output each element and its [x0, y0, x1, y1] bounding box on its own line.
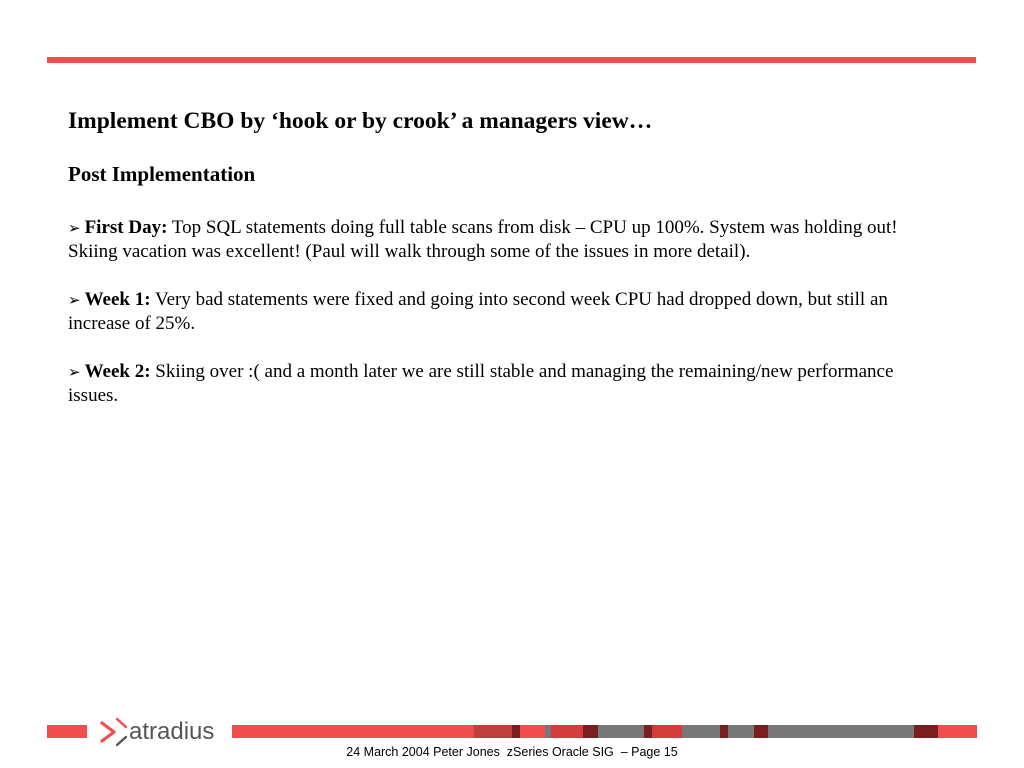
- footer-strip-segment: [551, 725, 583, 738]
- bullet-week-2: [68, 360, 948, 408]
- footer-strip-segment: [682, 725, 720, 738]
- footer-strip-segment: [583, 725, 598, 738]
- footer-strip-segment: [644, 725, 652, 738]
- bullet-text: Top SQL statements doing full table scans from disk – CPU up 100%. System was holding out! Skiing vacation was excellent! (Paul will walk through some of the issues in more detail).: [68, 217, 898, 262]
- footer-strip-left: [47, 725, 87, 738]
- bullet-text: Skiing over :( and a month later we are still stable and managing the remaining/new performance issues.: [68, 361, 894, 406]
- footer-strip-segment: [474, 725, 512, 738]
- bullet-text: Very bad statements were fixed and going into second week CPU had dropped down, but still an increase of 25%.: [68, 289, 888, 334]
- bullet-first-day: [68, 216, 948, 264]
- footer-strip-segment: [830, 725, 914, 738]
- bullet-list: [68, 216, 948, 432]
- footer-strip-segment: [754, 725, 768, 738]
- slide-subtitle: Post Implementation: [68, 162, 256, 186]
- footer-strip-segment: [652, 725, 682, 738]
- arrow-bullet-icon: ➢: [68, 291, 81, 309]
- bullet-label: First Day:: [84, 217, 168, 238]
- arrow-bullet-icon: ➢: [68, 363, 81, 381]
- footer-strip-segment: [768, 725, 830, 738]
- bullet-week-1: [68, 288, 948, 336]
- footer-strip-segment: [914, 725, 938, 738]
- footer-strip-segment: [512, 725, 520, 738]
- slide-title: Implement CBO by ‘hook or by crook’ a managers view…: [68, 108, 653, 134]
- header-accent-bar: [47, 57, 976, 63]
- bullet-label: Week 1:: [84, 289, 151, 310]
- footer-strip-segment: [598, 725, 644, 738]
- bullet-label: Week 2:: [84, 361, 151, 382]
- atradius-logo-icon: [100, 715, 128, 749]
- footer-text: 24 March 2004 Peter Jones zSeries Oracle SIG – Page 15: [346, 745, 678, 759]
- footer-strip-segment: [720, 725, 728, 738]
- arrow-bullet-icon: ➢: [68, 219, 81, 237]
- logo-wordmark: atradius: [129, 718, 215, 745]
- footer-strip-segment: [728, 725, 754, 738]
